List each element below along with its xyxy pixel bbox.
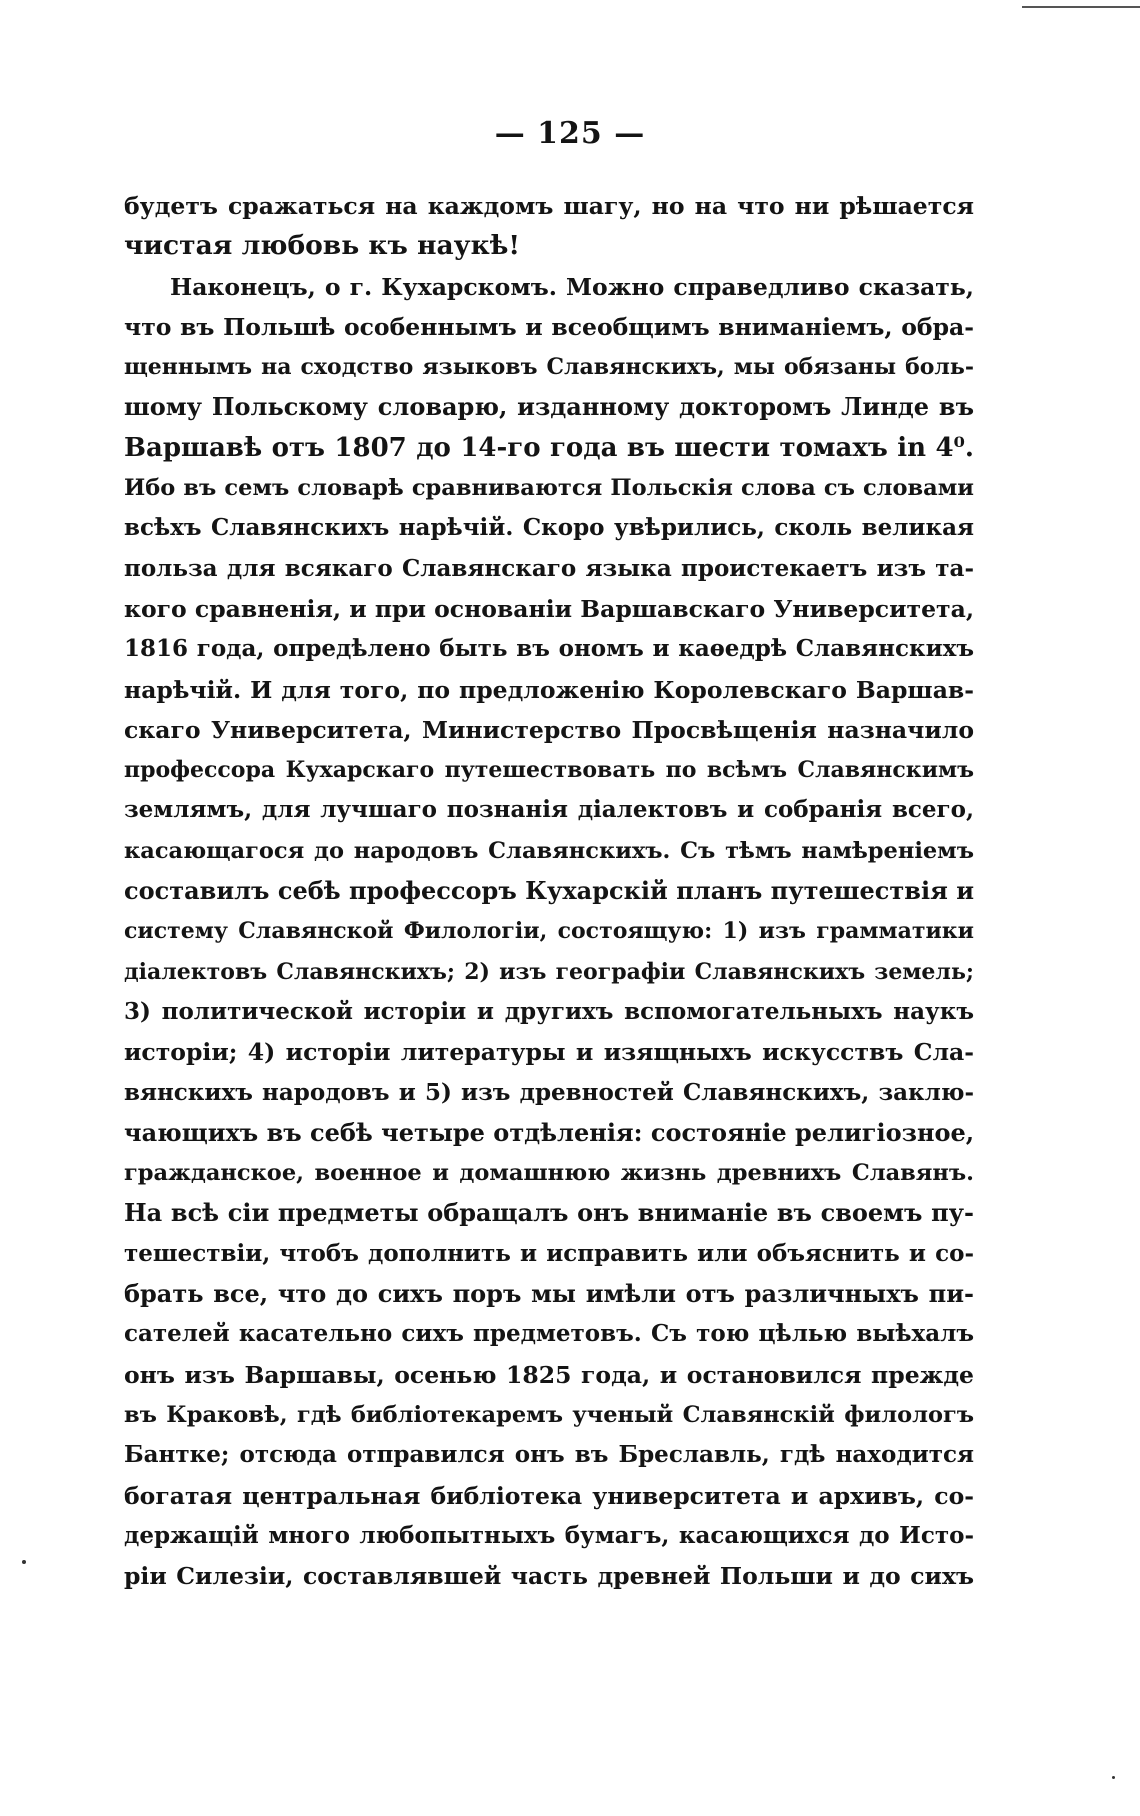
text-line: что въ Польшѣ особеннымъ и всеобщимъ вниманіемъ, обра- bbox=[124, 312, 974, 341]
text-line: касающагося до народовъ Славянскихъ. Съ тѣмъ намѣреніемъ bbox=[124, 837, 974, 864]
text-line: всѣхъ Славянскихъ нарѣчій. Скоро увѣрились, сколь великая bbox=[124, 514, 974, 542]
text-line: вянскихъ народовъ и 5) изъ древностей Славянскихъ, заклю- bbox=[124, 1078, 974, 1106]
text-line: профессора Кухарскаго путешествовать по всѣмъ Славянскимъ bbox=[124, 757, 974, 784]
text-line: держащій много любопытныхъ бумагъ, касающихся до Исто- bbox=[124, 1521, 974, 1549]
text-line: скаго Университета, Министерство Просвѣщенія назначило bbox=[124, 715, 974, 744]
text-line: Наконецъ, о г. Кухарскомъ. Можно справедливо сказать, bbox=[170, 272, 974, 301]
text-line: діалектовъ Славянскихъ; 2) изъ географіи Славянскихъ земель; bbox=[124, 958, 974, 985]
text-line: исторіи; 4) исторіи литературы и изящныхъ искусствъ Сла- bbox=[124, 1038, 974, 1067]
text-line: тешествіи, чтобъ дополнить и исправить или объяснить и со- bbox=[124, 1239, 974, 1267]
page-number: — 125 — bbox=[494, 116, 646, 151]
text-line: На всѣ сіи предметы обращалъ онъ вниманіе въ своемъ пу- bbox=[124, 1198, 974, 1228]
text-line: будетъ сражаться на каждомъ шагу, но на что ни рѣшается bbox=[124, 192, 974, 220]
text-line: въ Краковѣ, гдѣ библіотекаремъ ученый Славянскій филологъ bbox=[124, 1401, 974, 1428]
text-line: сателей касательно сихъ предметовъ. Съ тою цѣлью выѣхалъ bbox=[124, 1320, 974, 1348]
text-line: чистая любовь къ наукѣ! bbox=[124, 230, 521, 262]
scan-speck bbox=[22, 1560, 26, 1564]
text-line: ріи Силезіи, составлявшей часть древней Польши и до сихъ bbox=[124, 1562, 974, 1591]
text-line: брать все, что до сихъ поръ мы имѣли отъ различныхъ пи- bbox=[124, 1279, 974, 1309]
text-line: кого сравненія, и при основаніи Варшавскаго Университета, bbox=[124, 594, 974, 623]
text-line: составилъ себѣ профессоръ Кухарскій планъ путешествія и bbox=[124, 876, 974, 906]
text-line: польза для всякаго Славянскаго языка проистекаетъ изъ та- bbox=[124, 554, 974, 582]
scan-speck bbox=[1112, 1776, 1115, 1779]
text-line: богатая центральная библіотека университета и архивъ, со- bbox=[124, 1481, 974, 1510]
text-line: нарѣчій. И для того, по предложенію Королевскаго Варшав- bbox=[124, 675, 974, 704]
text-line: землямъ, для лучшаго познанія діалектовъ и собранія всего, bbox=[124, 796, 974, 824]
text-line: Варшавѣ отъ 1807 до 14-го года въ шести томахъ in 4⁰. bbox=[124, 432, 974, 463]
text-line: систему Славянской Филологіи, состоящую: 1) изъ грамматики bbox=[124, 918, 974, 945]
text-line: Ибо въ семъ словарѣ сравниваются Польскія слова съ словами bbox=[124, 475, 974, 502]
text-line: чающихъ въ себѣ четыре отдѣленія: состояніе религіозное, bbox=[124, 1117, 974, 1147]
text-line: 1816 года, опредѣлено быть въ ономъ и каѳедрѣ Славянскихъ bbox=[124, 635, 974, 663]
text-line: Бантке; отсюда отправился онъ въ Бреславль, гдѣ находится bbox=[124, 1441, 974, 1469]
text-line: гражданское, военное и домашнюю жизнь древнихъ Славянъ. bbox=[124, 1160, 974, 1187]
text-line: онъ изъ Варшавы, осенью 1825 года, и остановился прежде bbox=[124, 1360, 974, 1389]
text-line: щеннымъ на сходство языковъ Славянскихъ, мы обязаны боль- bbox=[124, 354, 974, 381]
page-edge-line bbox=[1022, 6, 1140, 8]
text-line: шому Польскому словарю, изданному докторомъ Линде въ bbox=[124, 392, 974, 422]
text-line: 3) политической исторіи и другихъ вспомогательныхъ наукъ bbox=[124, 997, 974, 1025]
page-text bbox=[124, 186, 974, 1596]
